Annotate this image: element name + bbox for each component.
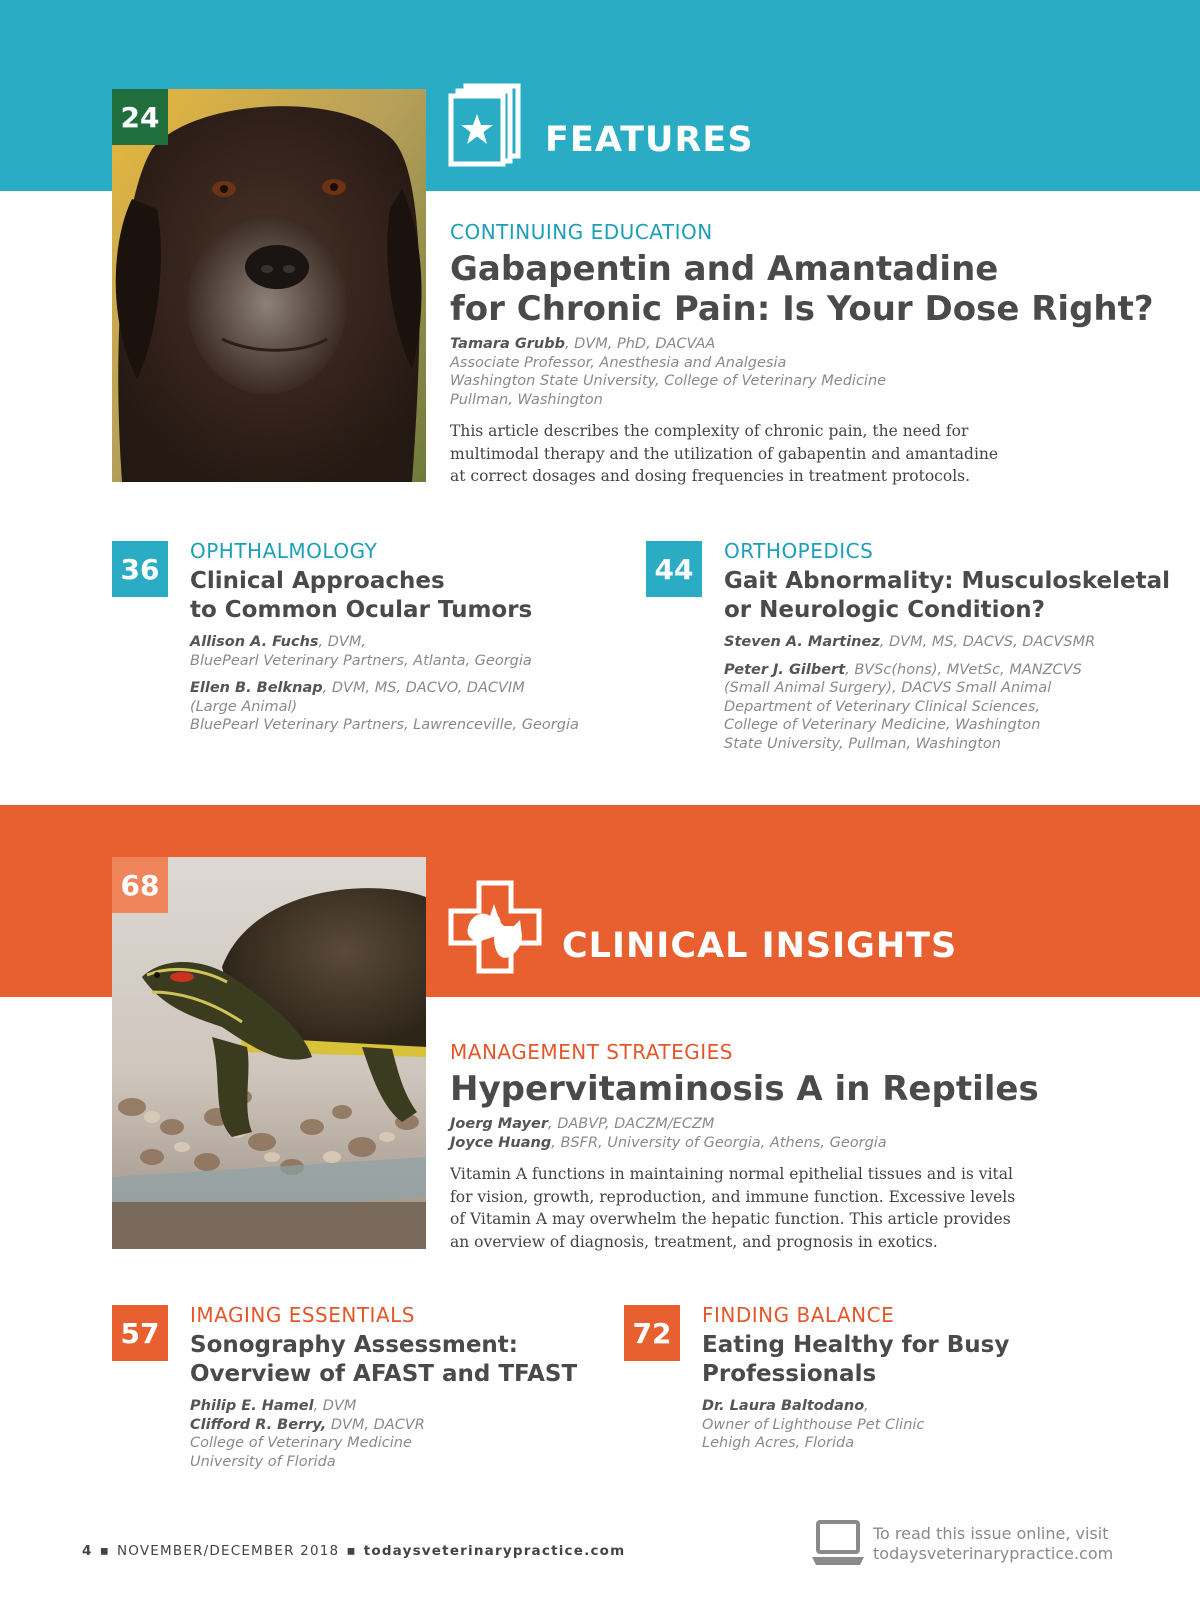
affiliation-line: University of Florida: [190, 1453, 336, 1470]
author-credentials: , DABVP, DACZM/ECZM: [547, 1116, 715, 1132]
online-line: To read this issue online, visit: [873, 1524, 1109, 1543]
author-credentials: , DVM, MS, DACVO, DACVIM: [322, 680, 525, 696]
author-credentials: , DVM, MS, DACVS, DACVSMR: [879, 634, 1096, 650]
article-headline[interactable]: [702, 1331, 1009, 1389]
headline-line: Clinical Approaches: [190, 568, 445, 594]
laptop-icon: [810, 1519, 866, 1569]
author-name: Tamara Grubb: [450, 336, 565, 352]
summary-line: multimodal therapy and the utilization of gabapentin and amantadine: [450, 444, 999, 463]
affiliation-line: State University, Pullman, Washington: [724, 735, 1001, 752]
affiliation-line: Lehigh Acres, Florida: [702, 1435, 855, 1451]
turtle-photo[interactable]: [112, 857, 426, 1249]
article-headline[interactable]: [190, 1331, 577, 1389]
article-byline: [702, 1397, 924, 1453]
online-url: todaysveterinarypractice.com: [873, 1544, 1114, 1563]
medical-cross-pets-icon: [448, 880, 542, 974]
article-byline: [190, 1397, 425, 1471]
article-byline: [724, 633, 1095, 753]
lead-headline[interactable]: [450, 1069, 1039, 1109]
author-credentials: , DVM, PhD, DACVAA: [564, 336, 716, 352]
author-credentials: , DVM,: [318, 634, 366, 650]
author-name: Joyce Huang: [450, 1134, 552, 1151]
affiliation-line: BluePearl Veterinary Partners, Lawrenceville, Georgia: [190, 717, 579, 733]
bullet-separator: ▪: [346, 1543, 357, 1559]
affiliation-line: BluePearl Veterinary Partners, Atlanta, Georgia: [190, 652, 532, 669]
lead-kicker: MANAGEMENT STRATEGIES: [450, 1040, 733, 1064]
summary-line: Vitamin A functions in maintaining normal epithelial tissues and is vital: [450, 1165, 1013, 1183]
headline-line: Overview of AFAST and TFAST: [190, 1361, 578, 1387]
article-kicker: FINDING BALANCE: [702, 1303, 895, 1327]
read-online-note[interactable]: [873, 1524, 1113, 1564]
author-name: Philip E. Hamel: [190, 1398, 314, 1414]
article-headline[interactable]: [724, 567, 1170, 625]
headline-line: to Common Ocular Tumors: [190, 597, 533, 623]
headline-line: for Chronic Pain: Is Your Dose Right?: [450, 289, 1154, 329]
affiliation-line: Associate Professor, Anesthesia and Analgesia: [450, 354, 787, 371]
headline-line: Professionals: [702, 1361, 877, 1387]
headline-line: Gabapentin and Amantadine: [450, 249, 999, 289]
lead-byline: [450, 1115, 887, 1152]
author-name: Allison A. Fuchs: [190, 634, 319, 650]
author-name: Dr. Laura Baltodano: [702, 1398, 865, 1414]
lead-headline[interactable]: [450, 249, 1154, 329]
affiliation-line: Owner of Lighthouse Pet Clinic: [702, 1416, 925, 1433]
dog-photo[interactable]: [112, 89, 426, 482]
author-credentials: , BVSc(hons), MVetSc, MANZCVS: [845, 661, 1082, 678]
star-book-icon: [448, 83, 522, 167]
page-badge: 68: [112, 857, 168, 913]
headline-line: Gait Abnormality: Musculoskeletal: [724, 568, 1171, 594]
lead-kicker: CONTINUING EDUCATION: [450, 220, 713, 244]
affiliation-line: Department of Veterinary Clinical Sciences,: [724, 698, 1041, 715]
page-number-badge: 44: [646, 541, 702, 597]
affiliation-line: Pullman, Washington: [450, 391, 603, 408]
summary-line: This article describes the complexity of chronic pain, the need for: [450, 422, 969, 440]
lead-summary: [450, 1163, 1015, 1253]
author-credentials: DVM, DACVR: [326, 1416, 425, 1433]
page-badge: 24: [112, 89, 168, 145]
site-link[interactable]: todaysveterinarypractice.com: [363, 1543, 626, 1559]
summary-line: an overview of diagnosis, treatment, and prognosis in exotics.: [450, 1232, 938, 1251]
bullet-separator: ▪: [99, 1543, 110, 1559]
author-credentials: ,: [864, 1398, 869, 1414]
summary-line: of Vitamin A may overwhelm the hepatic function. This article provides: [450, 1210, 1011, 1228]
clinical-insights-title: CLINICAL INSIGHTS: [562, 926, 958, 966]
page-number: 4: [82, 1543, 93, 1559]
features-title: FEATURES: [545, 120, 754, 160]
author-credentials: , BSFR, University of Georgia, Athens, Georgia: [551, 1134, 887, 1151]
summary-line: at correct dosages and dosing frequencies in treatment protocols.: [450, 467, 971, 485]
page-footer: [82, 1543, 625, 1559]
article-kicker: ORTHOPEDICS: [724, 539, 874, 563]
author-name: Ellen B. Belknap: [190, 680, 323, 696]
page-number-badge: 36: [112, 541, 168, 597]
summary-line: for vision, growth, reproduction, and immune function. Excessive levels: [450, 1187, 1016, 1206]
author-name: Clifford R. Berry,: [190, 1416, 327, 1433]
article-kicker: OPHTHALMOLOGY: [190, 539, 378, 563]
author-credentials: , DVM: [313, 1398, 357, 1414]
headline-line: or Neurologic Condition?: [724, 597, 1045, 623]
author-name: Joerg Mayer: [450, 1116, 548, 1132]
lead-summary: [450, 420, 998, 488]
author-name: Peter J. Gilbert: [724, 661, 846, 678]
article-headline[interactable]: [190, 567, 532, 625]
affiliation-line: (Small Animal Surgery), DACVS Small Animal: [724, 680, 1052, 696]
issue-date: NOVEMBER/DECEMBER 2018: [116, 1543, 340, 1559]
affiliation-line: College of Veterinary Medicine: [190, 1435, 412, 1451]
headline-line: Hypervitaminosis A in Reptiles: [450, 1069, 1039, 1109]
affiliation-line: Washington State University, College of Veterinary Medicine: [450, 373, 887, 389]
lead-byline: [450, 335, 886, 409]
page-number-badge: 72: [624, 1305, 680, 1361]
headline-line: Sonography Assessment:: [190, 1332, 518, 1358]
headline-line: Eating Healthy for Busy: [702, 1332, 1010, 1358]
turtle-image: [112, 857, 426, 1249]
article-kicker: IMAGING ESSENTIALS: [190, 1303, 415, 1327]
author-name: Steven A. Martinez: [724, 634, 880, 650]
affiliation-line: (Large Animal): [190, 698, 298, 715]
dog-image: [112, 89, 426, 482]
article-byline: [190, 633, 579, 735]
affiliation-line: College of Veterinary Medicine, Washington: [724, 717, 1041, 733]
page-number-badge: 57: [112, 1305, 168, 1361]
